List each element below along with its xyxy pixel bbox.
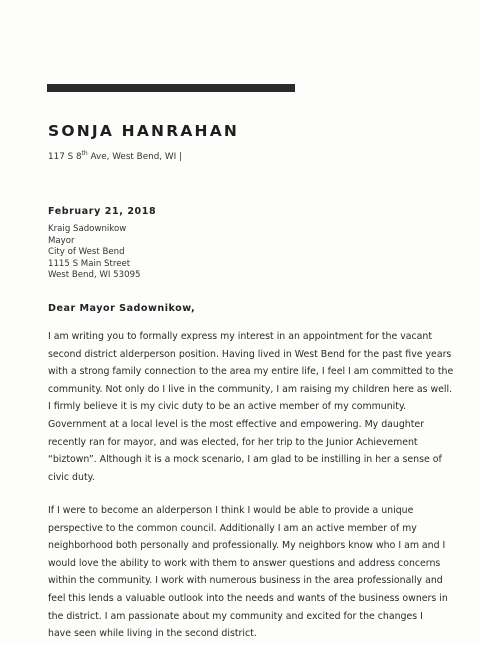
salutation: Dear Mayor Sadownikow, <box>48 303 196 314</box>
letter-date: February 21, 2018 <box>48 206 157 217</box>
paragraph-line: community. Not only do I live in the community, I am raising my children here as well. <box>48 383 453 395</box>
paragraph-line: “biztown”. Although it is a mock scenario, I am glad to be instilling in her a sense of <box>48 454 442 466</box>
paragraph-line: I firmly believe it is my civic duty to be an active member of my community. <box>48 401 407 413</box>
paragraph-line: civic duty. <box>48 471 95 483</box>
recipient-street: 1115 S Main Street <box>48 258 131 269</box>
paragraph-line: recently ran for mayor, and was elected, for her trip to the Junior Achievement <box>48 436 418 448</box>
recipient-block <box>48 224 141 282</box>
address-suffix: th <box>81 150 88 157</box>
paragraph-line: second district alderperson position. Having lived in West Bend for the past five years <box>48 348 452 360</box>
sender-address <box>48 150 182 162</box>
paragraph-line: the district. I am passionate about my community and excited for the changes I <box>48 610 423 622</box>
paragraph-line: I am writing you to formally express my interest in an appointment for the vacant <box>48 331 433 342</box>
paragraph-line: within the community. I work with numerous business in the area professionally and <box>48 575 443 587</box>
sender-name: SONJA HANRAHAN <box>48 122 240 140</box>
body-paragraph-1 <box>48 328 468 486</box>
body-paragraph-2 <box>48 502 468 643</box>
paragraph-line: have seen while living in the second district. <box>48 628 257 640</box>
paragraph-line: Government at a local level is the most effective and empowering. My daughter <box>48 418 425 430</box>
paragraph-line: If I were to become an alderperson I think I would be able to provide a unique <box>48 505 414 516</box>
recipient-organization: City of West Bend <box>48 247 125 258</box>
address-rest: Ave, West Bend, WI | <box>87 151 182 162</box>
recipient-city: West Bend, WI 53095 <box>48 270 141 281</box>
recipient-name: Kraig Sadownikow <box>48 224 127 234</box>
paragraph-line: feel this lends a valuable outlook into the needs and wants of the business owners in <box>48 592 448 604</box>
recipient-title: Mayor <box>48 235 75 246</box>
address-number: 117 S 8 <box>48 151 82 162</box>
paragraph-line: neighborhood both personally and professionally. My neighbors know who I am and I <box>48 540 446 552</box>
paragraph-line: perspective to the common council. Additionally I am an active member of my <box>48 522 417 534</box>
paragraph-line: with a strong family connection to the area my entire life, I feel I am committed to the <box>48 366 454 378</box>
paragraph-line: would love the ability to work with them to answer questions and address concerns <box>48 557 441 569</box>
letterhead-rule <box>47 84 295 92</box>
